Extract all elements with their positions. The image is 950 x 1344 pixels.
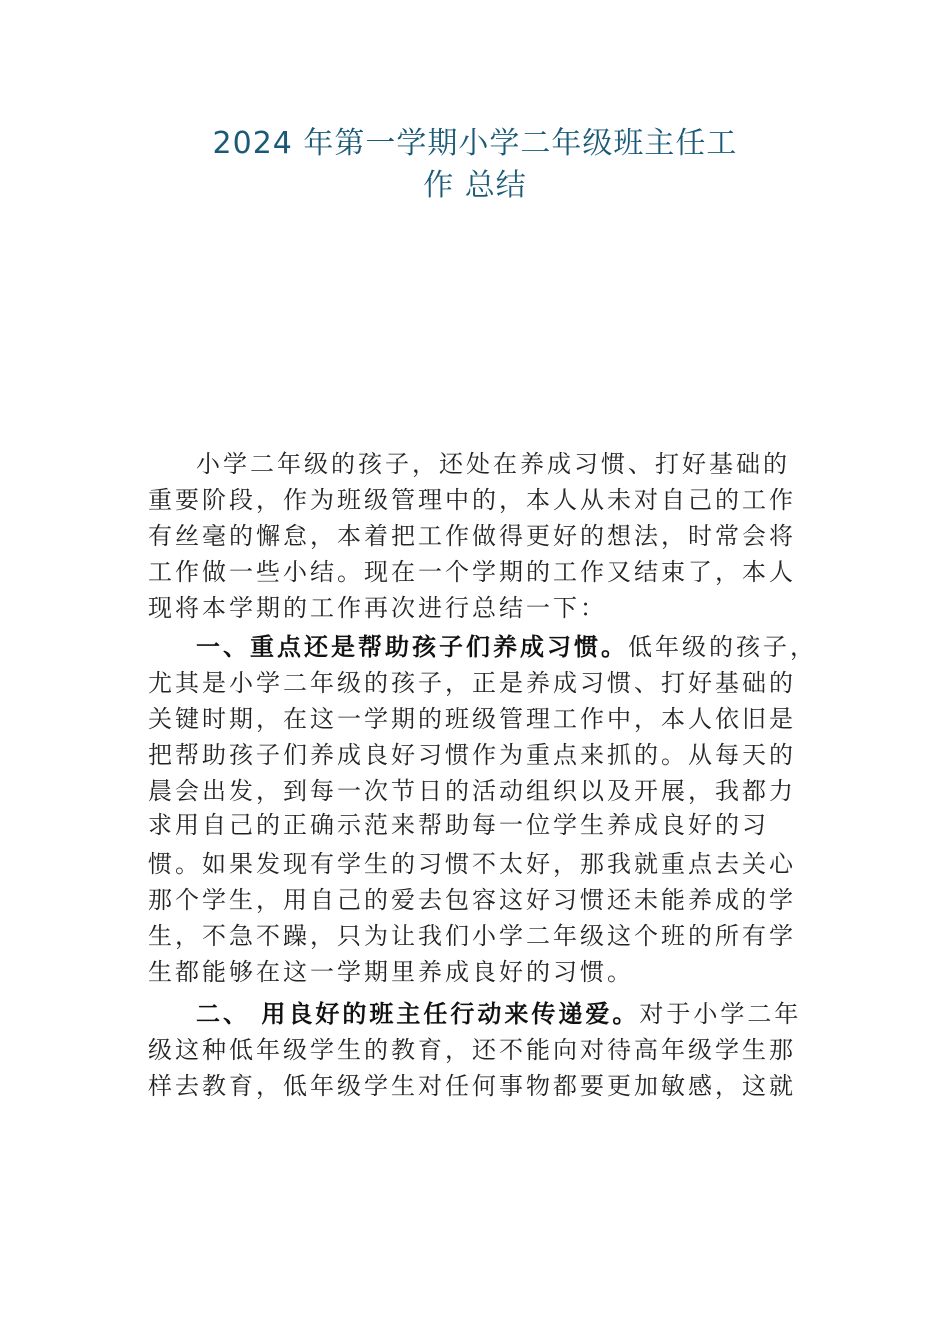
paragraph-line: 惯。如果发现有学生的习惯不太好，那我就重点去关心 [148, 850, 796, 878]
paragraph-line: 工作做一些小结。现在一个学期的工作又结束了，本人 [148, 558, 796, 586]
paragraph-line: 生都能够在这一学期里养成良好的习惯。 [148, 958, 634, 986]
section2-heading: 二、 用良好的班主任行动来传递爱。 [196, 999, 640, 1028]
section1-first-text: 低年级的孩子， [628, 633, 817, 661]
paragraph-line: 生，不急不躁，只为让我们小学二年级这个班的所有学 [148, 922, 796, 950]
paragraph-line: 把帮助孩子们养成良好习惯作为重点来抓的。从每天的 [148, 741, 796, 769]
section1-heading: 一、重点还是帮助孩子们养成习惯。 [196, 632, 628, 661]
paragraph-line: 小学二年级的孩子，还处在养成习惯、打好基础的 [196, 450, 790, 478]
paragraph-line: 级这种低年级学生的教育，还不能向对待高年级学生那 [148, 1036, 796, 1064]
section-heading-line [196, 999, 802, 1029]
paragraph-line: 现将本学期的工作再次进行总结一下： [148, 594, 607, 622]
document-title-line2: 作 总结 [423, 168, 527, 203]
paragraph-line: 那个学生，用自己的爱去包容这好习惯还未能养成的学 [148, 886, 796, 914]
paragraph-line: 晨会出发，到每一次节日的活动组织以及开展，我都力 [148, 777, 796, 805]
section-heading-line [196, 632, 817, 662]
paragraph-line: 重要阶段，作为班级管理中的，本人从未对自己的工作 [148, 486, 796, 514]
paragraph-line: 尤其是小学二年级的孩子，正是养成习惯、打好基础的 [148, 669, 796, 697]
document-title-line1: 2024 年第一学期小学二年级班主任工 [212, 126, 738, 161]
paragraph-line: 有丝毫的懈怠，本着把工作做得更好的想法，时常会将 [148, 522, 796, 550]
paragraph-line: 关键时期，在这一学期的班级管理工作中，本人依旧是 [148, 705, 796, 733]
section2-first-text: 对于小学二年 [639, 1000, 802, 1028]
paragraph-line: 求用自己的正确示范来帮助每一位学生养成良好的习 [148, 811, 769, 839]
paragraph-line: 样去教育，低年级学生对任何事物都要更加敏感，这就 [148, 1072, 796, 1100]
